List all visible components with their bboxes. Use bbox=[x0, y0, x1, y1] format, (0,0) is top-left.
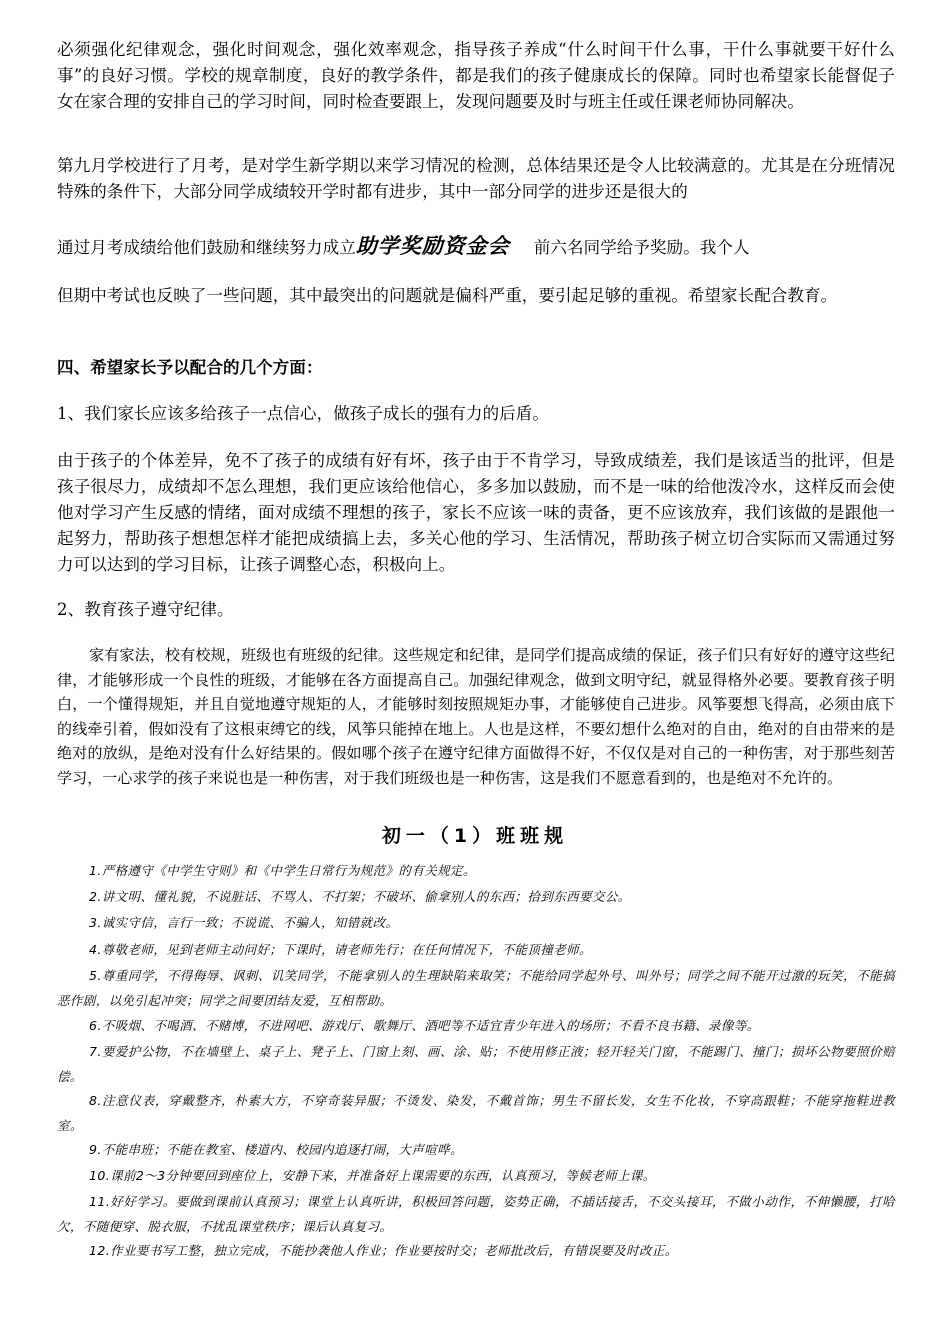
scholarship-fund-name: 助学奖励资金会 bbox=[355, 234, 510, 258]
paragraph-midterm: 但期中考试也反映了一些问题，其中最突出的问题就是偏科严重，要引起足够的重视。希望家长配合教育。 bbox=[57, 286, 838, 305]
class-rule-6: 6.不吸烟、不喝酒、不赌博，不进网吧、游戏厅、歌舞厅、酒吧等不适宜青少年进入的场所；不看不良书籍、录像等。 bbox=[89, 1018, 760, 1033]
class-rule-10: 10.课前2～3分钟要回到座位上，安静下来，并准备好上课需要的东西，认真预习，等候老师上课。 bbox=[89, 1168, 656, 1183]
paragraph-discipline: 必须强化纪律观念，强化时间观念，强化效率观念，指导孩子养成“什么时间干什么事，干什么事就要干好什么事”的良好习惯。学校的规章制度，良好的教学条件，都是我们的孩子健康成长的保障。同时也希望家长能督促子女在家合理的安排自己的学习时间，同时检查要跟上，发现问题要及时与班主任或任课老师协同解决。 bbox=[57, 40, 895, 111]
scholarship-text-before: 通过月考成绩给他们鼓励和继续努力成立 bbox=[57, 238, 356, 257]
point-2-discipline: 2、教育孩子遵守纪律。 bbox=[57, 600, 234, 619]
class-rule-8: 8.注意仪表，穿戴整齐，朴素大方，不穿奇装异服；不烫发、染发，不戴首饰；男生不留长发，女生不化妆，不穿高跟鞋；不能穿拖鞋进教室。 bbox=[57, 1093, 895, 1133]
paragraph-scholarship bbox=[57, 231, 895, 263]
class-rule-5: 5.尊重同学，不得侮辱、讽刺、讥笑同学，不能拿别人的生理缺陷来取笑；不能给同学起外号、叫外号；同学之间不能开过激的玩笑，不能搞恶作剧，以免引起冲突；同学之间要团结友爱，互相帮助。 bbox=[57, 968, 895, 1008]
class-rule-12: 12.作业要书写工整，独立完成，不能抄袭他人作业；作业要按时交；老师批改后，有错误要及时改正。 bbox=[89, 1243, 678, 1258]
paragraph-monthly-exam: 第九月学校进行了月考，是对学生新学期以来学习情况的检测，总体结果还是令人比较满意的。尤其是在分班情况特殊的条件下，大部分同学成绩较开学时都有进步，其中一部分同学的进步还是很大的 bbox=[57, 156, 895, 201]
point-1-confidence: 1、我们家长应该多给孩子一点信心，做孩子成长的强有力的后盾。 bbox=[57, 404, 549, 423]
section-heading-parent-cooperation: 四、希望家长予以配合的几个方面： bbox=[57, 358, 323, 377]
class-rule-9: 9.不能串班；不能在教室、楼道内、校园内追逐打闹，大声喧哗。 bbox=[89, 1142, 463, 1157]
class-rule-1: 1.严格遵守《中学生守则》和《中学生日常行为规范》的有关规定。 bbox=[89, 863, 476, 878]
paragraph-family-rules: 家有家法，校有校规，班级也有班级的纪律。这些规定和纪律，是同学们提高成绩的保证，孩子们只有好好的遵守这些纪律，才能够形成一个良性的班级，才能够在各方面提高自己。加强纪律观念，做到文明守纪，就显得格外必要。要教育孩子明白，一个懂得规矩，并且自觉地遵守规矩的人，才能够时刻按照规矩办事，才能够使自己进步。风筝要想飞得高，必须由底下的线牵引着，假如没有了这根束缚它的线，风筝只能掉在地上。人也是这样，不要幻想什么绝对的自由，绝对的自由带来的是绝对的放纵，是绝对没有什么好结果的。假如哪个孩子在遵守纪律方面做得不好，不仅仅是对自己的一种伤害，对于那些刻苦学习，一心求学的孩子来说也是一种伤害，对于我们班级也是一种伤害，这是我们不愿意看到的，也是绝对不允许的。 bbox=[57, 646, 895, 787]
class-rules-title: 初一（1）班班规 bbox=[381, 825, 569, 847]
class-rule-11: 11.好好学习。要做到课前认真预习；课堂上认真听讲，积极回答问题，姿势正确，不插话接舌，不交头接耳，不做小动作，不伸懒腰，打哈欠，不随便穿、脱衣服，不扰乱课堂秩序；课后认真复习。 bbox=[57, 1194, 895, 1234]
paragraph-individual-differences: 由于孩子的个体差异，免不了孩子的成绩有好有坏，孩子由于不肯学习，导致成绩差，我们是该适当的批评，但是孩子很尽力，成绩却不怎么理想，我们更应该给他信心，多多加以鼓励，而不是一味的给他泼冷水，这样反而会使他对学习产生反感的情绪，面对成绩不理想的孩子，家长不应该一味的责备，更不应该放弃，我们该做的是跟他一起努力，帮助孩子想想怎样才能把成绩搞上去，多关心他的学习、生活情况，帮助孩子树立切合实际而又需通过努力可以达到的学习目标，让孩子调整心态，积极向上。 bbox=[57, 451, 895, 574]
class-rule-7: 7.要爱护公物，不在墙壁上、桌子上、凳子上、门窗上刻、画、涂、贴；不使用修正液；轻开轻关门窗，不能踢门、撞门；损坏公物要照价赔偿。 bbox=[57, 1044, 895, 1084]
scholarship-text-after: 前六名同学给予奖励。我个人 bbox=[533, 238, 750, 257]
class-rule-2: 2.讲文明、懂礼貌，不说脏话、不骂人、不打架；不破坏、偷拿别人的东西；拾到东西要交公。 bbox=[89, 889, 631, 904]
class-rule-3: 3.诚实守信，言行一致；不说谎、不骗人，知错就改。 bbox=[89, 915, 399, 930]
class-rule-4: 4.尊敬老师，见到老师主动问好；下课时，请老师先行；在任何情况下，不能顶撞老师。 bbox=[89, 942, 592, 957]
